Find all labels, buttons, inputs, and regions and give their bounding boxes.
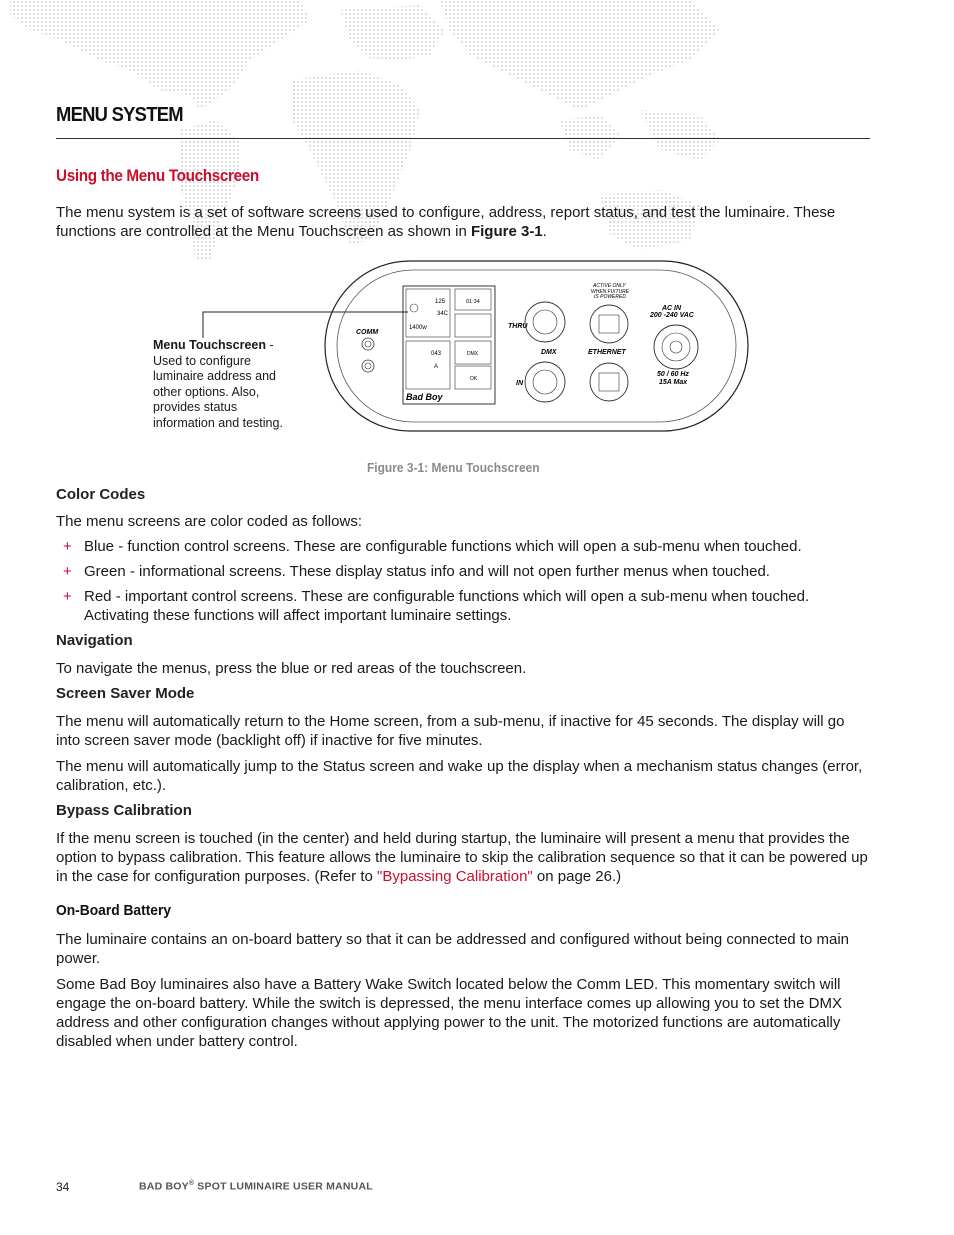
- list-item: + Red - important control screens. These are configurable functions which will open a sub-menu when touched. Activating these functions will affect important luminaire settings.: [63, 588, 810, 624]
- list-item: + Green - informational screens. These display status info and will not open further menus when touched.: [63, 563, 770, 580]
- dmx-label: DMX: [541, 349, 557, 356]
- comm-led-icon: [362, 338, 374, 350]
- frequency-label: 50 / 60 Hz: [657, 371, 689, 378]
- when-fixture-label: WHEN FIXTURE: [591, 289, 630, 295]
- in-label: IN: [516, 380, 523, 387]
- color-codes-intro: The menu screens are color coded as follows:: [56, 513, 362, 530]
- section-title: MENU SYSTEM: [56, 104, 183, 126]
- lamp-icon: [410, 304, 418, 312]
- color-codes-heading: Color Codes: [56, 486, 146, 503]
- screen-clock: 01:34: [466, 299, 480, 305]
- intro-paragraph: The menu system is a set of software screens used to configure, address, report status, and test the luminaire. These functions are controlled at the Menu Touchscreen as shown in Figure 3-1.: [56, 204, 836, 240]
- dmx-thru-connector-icon: [525, 302, 565, 342]
- bypass-text: If the menu screen is touched (in the center) and held during startup, the luminaire will present a menu that provides the option to bypass calibration. This feature allows the luminaire to skip the calibration sequence so that it can be powered up in the case for configuration purposes. (Refer to "Bypassing Calibration" on page 26.): [56, 830, 868, 885]
- thru-label: THRU: [508, 323, 528, 330]
- battery-text-1: The luminaire contains an on-board battery so that it can be addressed and configured without being connected to main power.: [56, 931, 850, 967]
- comm-label: COMM: [356, 329, 379, 336]
- page-number: 34: [56, 1180, 70, 1194]
- screen-value-3: 1400w: [409, 325, 427, 331]
- is-powered-label: IS POWERED: [594, 294, 626, 300]
- subsection-title: Using the Menu Touchscreen: [56, 166, 259, 185]
- ethernet-top-connector-icon: [590, 305, 628, 343]
- figure-callout: Menu Touchscreen - Used to configure luminaire address and other options. Also, provides status information and testing.: [153, 338, 283, 430]
- screen-ok: OK: [470, 376, 478, 382]
- navigation-heading: Navigation: [56, 632, 133, 649]
- battery-heading: On-Board Battery: [56, 902, 172, 919]
- ethernet-bottom-connector-icon: [590, 363, 628, 401]
- dmx-in-connector-icon: [525, 362, 565, 402]
- active-only-label: ACTIVE ONLY: [593, 283, 626, 289]
- screen-address: 043: [431, 351, 442, 357]
- bypassing-calibration-link[interactable]: "Bypassing Calibration": [377, 868, 533, 885]
- panel-outline: [325, 261, 748, 431]
- touchscreen-display: [403, 286, 495, 404]
- section-divider: [56, 138, 870, 139]
- screen-value-1: 125: [435, 299, 446, 305]
- brand-logo: Bad Boy: [406, 392, 443, 402]
- screen-saver-text-2: The menu will automatically jump to the Status screen and wake up the display when a mechanism status changes (error, calibration, etc.).: [56, 758, 863, 794]
- ac-power-connector-icon: [654, 325, 698, 369]
- battery-text-2: Some Bad Boy luminaires also have a Battery Wake Switch located below the Comm LED. This momentary switch will engage the on-board battery. While the switch is depressed, the menu interface comes up allowing you to set the DMX address and other configuration changes without applying power to the unit. The motorized functions are automatically disabled when under battery control.: [56, 976, 842, 1050]
- voltage-label: 200 -240 VAC: [650, 312, 694, 319]
- navigation-text: To navigate the menus, press the blue or red areas of the touchscreen.: [56, 660, 527, 677]
- figure-reference[interactable]: Figure 3-1: [470, 223, 543, 240]
- screen-value-2: 34C: [437, 311, 449, 317]
- screen-saver-heading: Screen Saver Mode: [56, 685, 195, 702]
- ac-in-label: AC IN: [662, 305, 682, 312]
- screen-mode: A: [434, 364, 439, 370]
- screen-dmx: DMX: [467, 351, 479, 357]
- list-item: + Blue - function control screens. These are configurable functions which will open a sub-menu when touched.: [63, 538, 802, 555]
- ethernet-label: ETHERNET: [588, 349, 626, 356]
- battery-wake-switch-icon: [362, 360, 374, 372]
- bypass-heading: Bypass Calibration: [56, 802, 192, 819]
- figure-caption: Figure 3-1: Menu Touchscreen: [367, 460, 540, 475]
- current-label: 15A Max: [659, 379, 688, 386]
- screen-saver-text-1: The menu will automatically return to the Home screen, from a sub-menu, if inactive for 45 seconds. The display will go into screen saver mode (backlight off) if inactive for five minutes.: [56, 713, 845, 749]
- footer-title: BAD BOY® SPOT LUMINAIRE USER MANUAL: [139, 1180, 373, 1193]
